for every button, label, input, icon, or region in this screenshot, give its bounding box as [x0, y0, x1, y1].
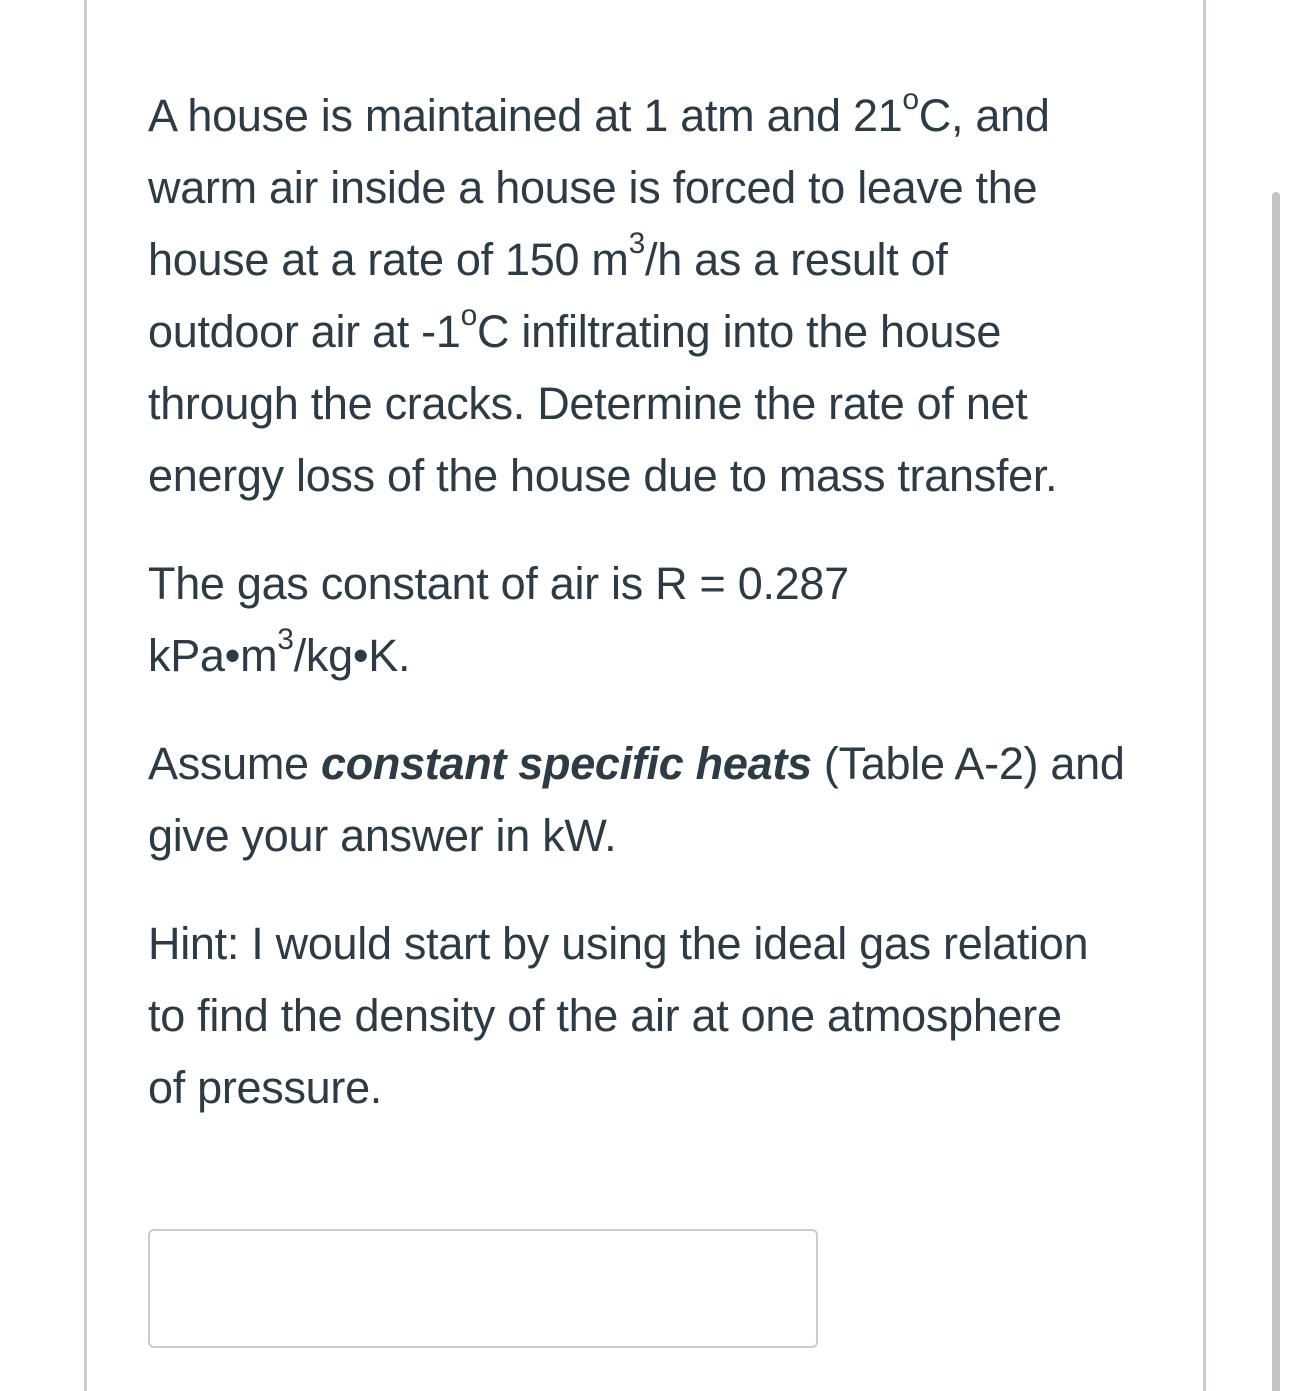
question-paragraph-gas-constant — [148, 548, 1158, 692]
scrollbar[interactable] — [1272, 192, 1280, 1391]
text-line: give your answer in kW. — [148, 810, 617, 861]
content-border-right — [1203, 0, 1206, 1391]
text-line: A house is maintained at 1 atm and 21$^o$C, and — [148, 83, 1050, 141]
text-line: energy loss of the house due to mass transfer. — [148, 450, 1058, 501]
text-line: house at a rate of 150 $m^3/h$ as a result of — [148, 227, 948, 285]
emphasis-text: constant specific heats — [320, 738, 812, 789]
question-paragraph-assumption — [148, 728, 1158, 872]
text-line: outdoor air at -1$^o$C infiltrating into the house — [148, 299, 1002, 357]
text-line: of pressure. — [148, 1062, 383, 1113]
text-line: warm air inside a house is forced to leave the — [148, 162, 1038, 213]
question-paragraph-problem — [148, 80, 1158, 512]
content-border-left — [84, 0, 87, 1391]
text-line: Assume constant specific heats (Table A-2) and — [148, 738, 1125, 789]
text-line: The gas constant of air is R = 0.287 — [148, 558, 849, 609]
question-paragraph-hint — [148, 908, 1158, 1124]
answer-input-container[interactable] — [148, 1229, 818, 1348]
text-line: Hint: I would start by using the ideal gas relation — [148, 918, 1089, 969]
answer-input[interactable] — [150, 1231, 816, 1346]
text-line: $kPa•m^3/kg•K$. — [148, 623, 411, 681]
text-line: through the cracks. Determine the rate of net — [148, 378, 1028, 429]
text-line: to find the density of the air at one atmosphere — [148, 990, 1062, 1041]
